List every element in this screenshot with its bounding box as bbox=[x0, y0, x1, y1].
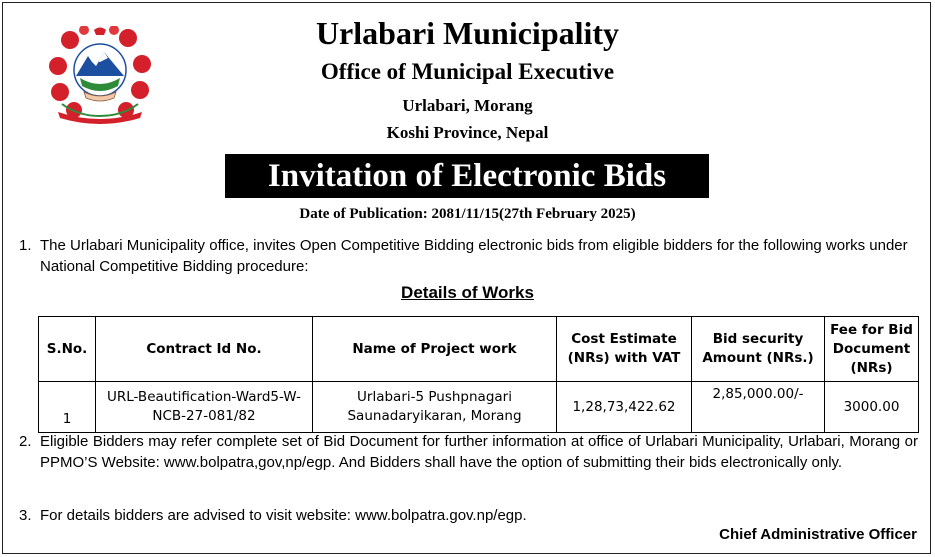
works-title-text: Details of Works bbox=[401, 283, 534, 302]
item-number-3: 3. bbox=[19, 507, 32, 524]
works-table bbox=[38, 316, 919, 433]
cell-bid-fee: 3000.00 bbox=[825, 382, 919, 433]
notice-banner: Invitation of Electronic Bids bbox=[225, 154, 709, 198]
item-number-2: 2. bbox=[19, 433, 32, 450]
cell-contract-id: URL-Beautification-Ward5-W-NCB-27-081/82 bbox=[96, 382, 313, 433]
cell-bid-security: 2,85,000.00/- bbox=[692, 382, 825, 433]
item-text-2: Eligible Bidders may refer complete set of Bid Document for further information at office of Urlabari Municipality, Urlabari, Morang or PPMO’S Website: www.bolpatra,gov,np/egp. And Bidders shall have the option of submitting their bids electronically only. bbox=[40, 433, 918, 471]
item-text-1: The Urlabari Municipality office, invites Open Competitive Bidding electronic bids from eligible bidders for the following works under National Competitive Bidding procedure: bbox=[40, 237, 908, 275]
cell-project-name: Urlabari-5 Pushpnagari Saunadaryikaran, Morang bbox=[313, 382, 557, 433]
header-contract-id: Contract Id No. bbox=[96, 317, 313, 382]
cell-cost-estimate: 1,28,73,422.62 bbox=[557, 382, 692, 433]
header-cost-estimate: Cost Estimate (NRs) with VAT bbox=[557, 317, 692, 382]
item-number-1: 1. bbox=[19, 237, 32, 254]
signatory: Chief Administrative Officer bbox=[719, 526, 917, 543]
header-sno: S.No. bbox=[39, 317, 96, 382]
header-bid-fee: Fee for Bid Document (NRs) bbox=[825, 317, 919, 382]
publication-date: Date of Publication: 2081/11/15(27th February 2025) bbox=[299, 206, 636, 222]
address-line-1: Urlabari, Morang bbox=[402, 96, 533, 115]
office-name: Office of Municipal Executive bbox=[320, 59, 615, 84]
header-project-name: Name of Project work bbox=[313, 317, 557, 382]
municipality-name: Urlabari Municipality bbox=[315, 15, 620, 51]
table-row bbox=[39, 382, 919, 433]
item-text-3: For details bidders are advised to visit website: www.bolpatra.gov.np/egp. bbox=[40, 507, 527, 524]
address-line-2: Koshi Province, Nepal bbox=[386, 123, 549, 142]
header-bid-security: Bid security Amount (NRs.) bbox=[692, 317, 825, 382]
works-section-title bbox=[0, 283, 935, 303]
cell-sno: 1 bbox=[39, 382, 96, 433]
table-header-row bbox=[39, 317, 919, 382]
